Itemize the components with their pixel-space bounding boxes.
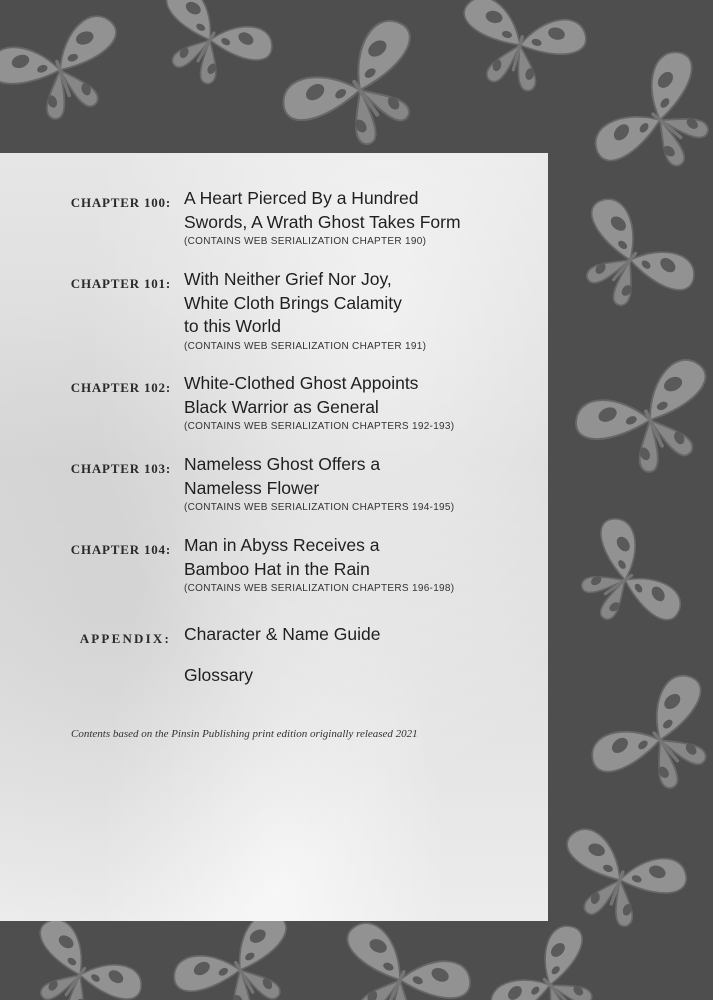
chapter-label: CHAPTER 104: — [70, 542, 171, 557]
appendix-item-glossary[interactable]: Glossary — [184, 664, 254, 685]
table-of-contents-panel — [0, 153, 548, 921]
chapter-title-line: Man in Abyss Receives a — [184, 535, 380, 555]
chapter-title-block — [184, 534, 524, 596]
appendix-items — [184, 623, 524, 687]
chapter-title-line: Nameless Flower — [184, 477, 320, 498]
chapter-title-line: Black Warrior as General — [184, 396, 379, 417]
chapter-title-block — [184, 268, 524, 354]
chapter-title-line: With Neither Grief Nor Joy, — [184, 269, 392, 289]
chapter-title-block — [184, 372, 524, 434]
chapter-title-line: White Cloth Brings Calamity — [184, 292, 402, 313]
chapter-title-block — [184, 187, 524, 249]
serialization-note: (CONTAINS WEB SERIALIZATION CHAPTERS 192-193) — [184, 421, 455, 432]
chapter-title-line: to this World — [184, 316, 281, 336]
chapter-title-line: Swords, A Wrath Ghost Takes Form — [184, 211, 461, 232]
serialization-note: (CONTAINS WEB SERIALIZATION CHAPTERS 194-195) — [184, 502, 455, 513]
chapter-title-block — [184, 453, 524, 515]
chapter-title-line: White-Clothed Ghost Appoints — [184, 373, 419, 393]
chapter-title-line: Bamboo Hat in the Rain — [184, 558, 370, 579]
serialization-note: (CONTAINS WEB SERIALIZATION CHAPTERS 196-198) — [184, 583, 455, 594]
serialization-note: (CONTAINS WEB SERIALIZATION CHAPTER 190) — [184, 236, 427, 247]
chapter-title-line: A Heart Pierced By a Hundred — [184, 188, 419, 208]
chapter-label: CHAPTER 101: — [70, 276, 171, 291]
serialization-note: (CONTAINS WEB SERIALIZATION CHAPTER 191) — [184, 340, 427, 352]
appendix-item-character-guide[interactable]: Character & Name Guide — [184, 624, 381, 644]
chapter-title-line: Nameless Ghost Offers a — [184, 454, 381, 474]
chapter-label: CHAPTER 100: — [70, 195, 171, 210]
edition-note: Contents based on the Pinsin Publishing print edition originally released 2021 — [71, 728, 418, 740]
appendix-label: APPENDIX: — [79, 631, 171, 646]
chapter-label: CHAPTER 103: — [70, 461, 171, 476]
chapter-label: CHAPTER 102: — [70, 380, 171, 395]
